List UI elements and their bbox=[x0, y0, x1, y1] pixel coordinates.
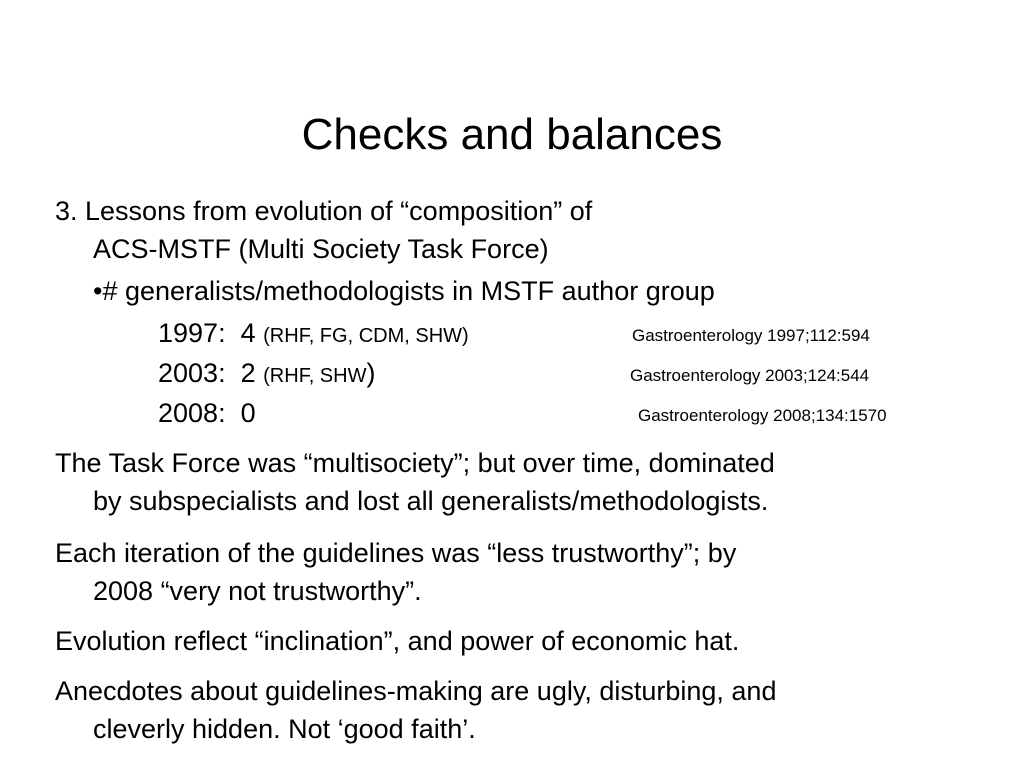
paragraph-3-line1: Evolution reflect “inclination”, and power of economic hat. bbox=[55, 626, 740, 656]
row-count: 2 bbox=[240, 358, 256, 388]
paragraph-2-line1: Each iteration of the guidelines was “less trustworthy”; by bbox=[55, 538, 737, 568]
row-citation-2003: Gastroenterology 2003;124:544 bbox=[630, 366, 870, 385]
paragraph-4-line2: cleverly hidden. Not ‘good faith’. bbox=[93, 714, 476, 744]
point3-bullet: •# generalists/methodologists in MSTF author group bbox=[93, 276, 715, 306]
row-year: 2003: bbox=[158, 358, 226, 388]
row-1997 bbox=[158, 316, 469, 353]
row-count: 0 bbox=[240, 398, 256, 428]
row-year: 1997: bbox=[158, 318, 226, 348]
paragraph-4-line1: Anecdotes about guidelines-making are ugly, disturbing, and bbox=[55, 676, 777, 706]
row-2008 bbox=[158, 396, 256, 430]
row-authors-close: ) bbox=[366, 358, 376, 388]
row-citation-1997: Gastroenterology 1997;112:594 bbox=[632, 326, 870, 345]
paragraph-2-line2: 2008 “very not trustworthy”. bbox=[93, 576, 422, 606]
row-year: 2008: bbox=[158, 398, 226, 428]
paragraph-1-line1: The Task Force was “multisociety”; but over time, dominated bbox=[55, 448, 775, 478]
row-count: 4 bbox=[240, 318, 256, 348]
row-authors: (RHF, SHW bbox=[263, 365, 367, 387]
slide-title: Checks and balances bbox=[301, 110, 723, 159]
row-2003 bbox=[158, 356, 375, 393]
point3-line2: ACS-MSTF (Multi Society Task Force) bbox=[93, 234, 549, 264]
row-authors: (RHF, FG, CDM, SHW) bbox=[263, 325, 469, 347]
paragraph-1-line2: by subspecialists and lost all generalists/methodologists. bbox=[93, 486, 769, 516]
point3-line1: 3. Lessons from evolution of “composition” of bbox=[55, 196, 593, 226]
row-citation-2008: Gastroenterology 2008;134:1570 bbox=[638, 406, 887, 425]
